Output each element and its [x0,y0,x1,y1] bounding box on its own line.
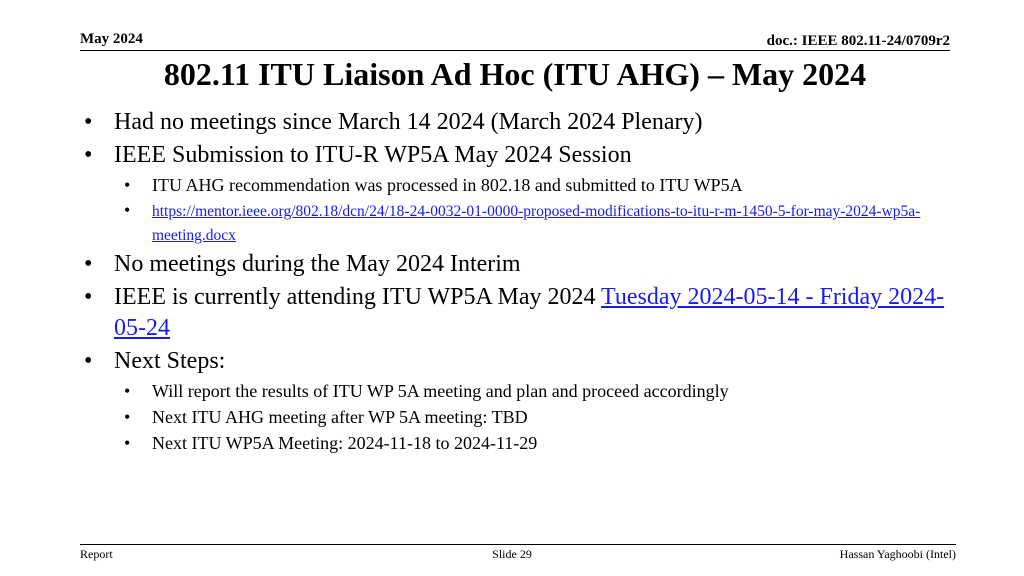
slide-body [84,107,954,457]
bullet-dot: • [124,433,131,453]
meeting-dates-link[interactable]: Tuesday 2024-05-14 - Friday 2024-05-24 [114,284,945,341]
bullet-dot: • [124,381,131,401]
bullet-item [84,346,954,377]
bullet-dot: • [84,284,93,310]
bullet-text: IEEE Submission to ITU-R WP5A May 2024 Session [114,142,632,168]
bullet-dot: • [124,200,131,220]
sub-bullet-item [84,431,954,455]
bullet-dot: • [124,175,131,195]
sub-bullet-item [84,405,954,429]
sub-bullet-text: Next ITU WP5A Meeting: 2024-11-18 to 2024-11-29 [152,433,538,453]
sub-bullet-text: Will report the results of ITU WP 5A meeting and plan and proceed accordingly [152,381,729,401]
bullet-text: No meetings during the May 2024 Interim [114,251,521,277]
mentor-document-link[interactable]: https://mentor.ieee.org/802.18/dcn/24/18-24-0032-01-0000-proposed-modifications-to-itu-r-m-1450-5-for-may-2024-wp5a-meeting.docx [152,203,921,244]
header-date: May 2024 [80,31,143,47]
bullet-text: Had no meetings since March 14 2024 (March 2024 Plenary) [114,109,703,135]
sub-bullet-text: Next ITU AHG meeting after WP 5A meeting: TBD [152,407,528,427]
bullet-dot: • [124,407,131,427]
sub-bullet-item [84,379,954,403]
footer-left: Report [80,547,113,561]
sub-bullet-item [84,199,954,247]
sub-bullet-item [84,173,954,197]
header-doc-id: doc.: IEEE 802.11-24/0709r2 [766,33,950,49]
bullet-item [84,107,954,138]
footer-divider [80,544,956,545]
sub-bullet-text: ITU AHG recommendation was processed in 802.18 and submitted to ITU WP5A [152,175,743,195]
bullet-item [84,249,954,280]
header-divider [80,50,950,51]
footer-author: Hassan Yaghoobi (Intel) [839,547,956,561]
bullet-text: Next Steps: [114,348,226,374]
bullet-dot: • [84,348,93,374]
slide-number: Slide 29 [492,547,532,561]
slide-title: 802.11 ITU Liaison Ad Hoc (ITU AHG) – May 2024 [163,56,867,92]
bullet-text: IEEE is currently attending ITU WP5A May 2024 [114,284,602,310]
bullet-dot: • [84,109,93,135]
bullet-dot: • [84,142,93,168]
bullet-item [84,140,954,171]
bullet-item [84,282,954,344]
bullet-dot: • [84,251,93,277]
